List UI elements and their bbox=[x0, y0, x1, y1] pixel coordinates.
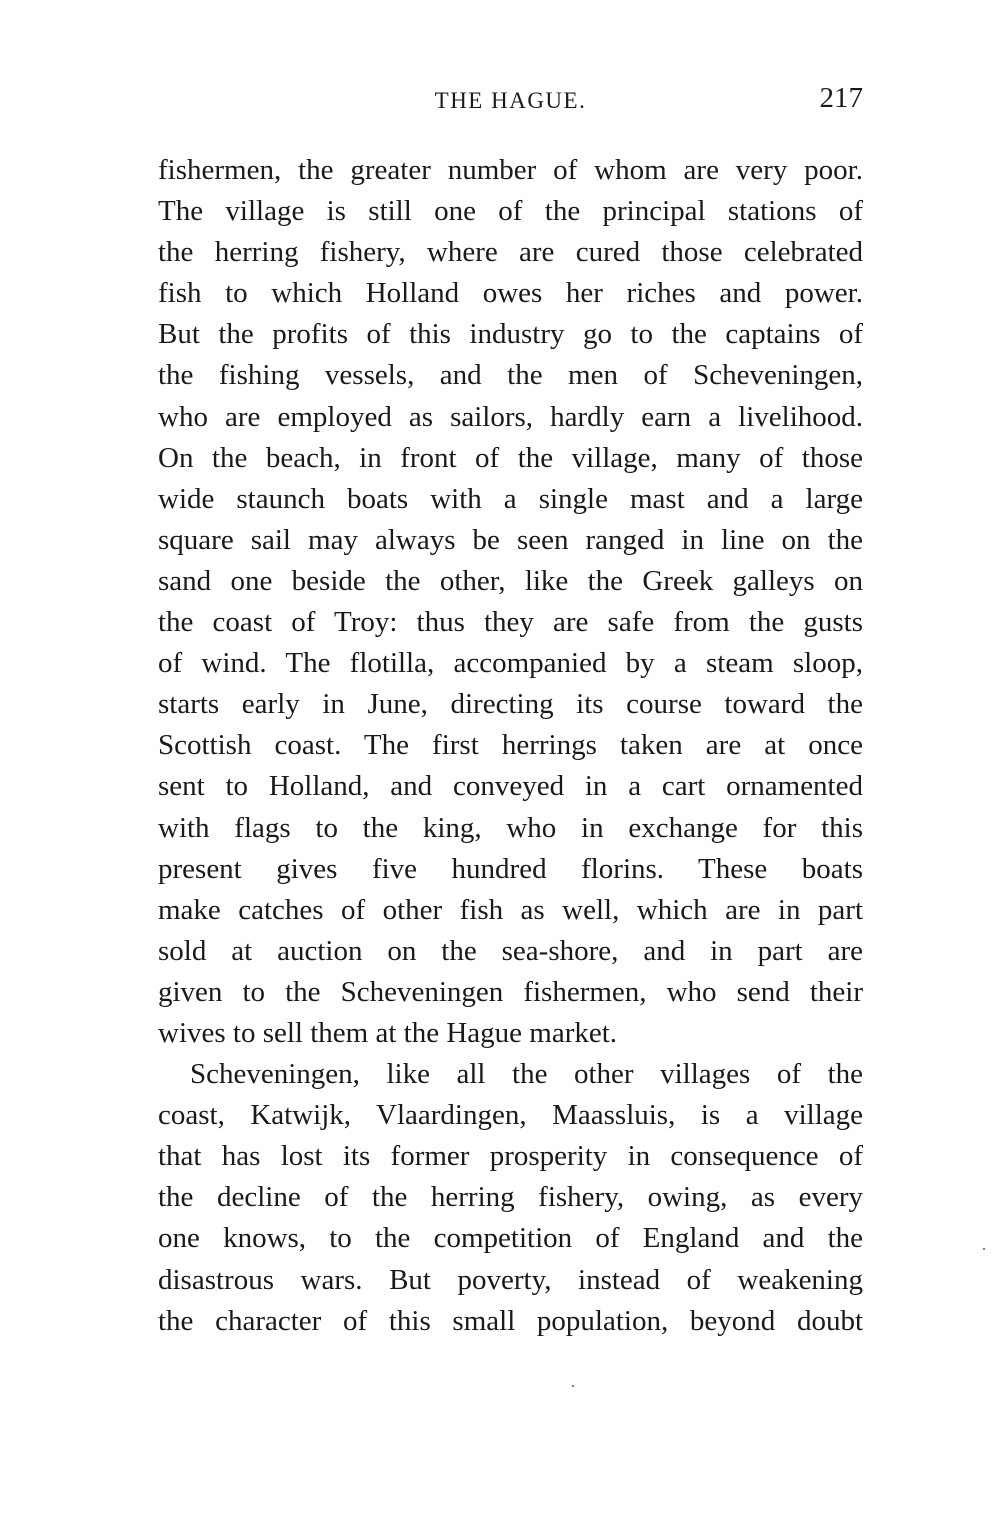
body-text bbox=[158, 150, 863, 1342]
running-header bbox=[158, 82, 863, 118]
text-line: wives to sell them at the Hague market. bbox=[158, 1016, 618, 1049]
text-line: fish to which Holland owes her riches and power. bbox=[158, 277, 863, 310]
text-line: who are employed as sailors, hardly earn a livelihood. bbox=[158, 400, 863, 433]
text-line: given to the Scheveningen fishermen, who send their bbox=[158, 975, 863, 1008]
text-line: But the profits of this industry go to the captains of bbox=[158, 318, 863, 351]
text-line: make catches of other fish as well, which are in part bbox=[158, 893, 863, 926]
text-line: present gives five hundred florins. These boats bbox=[158, 852, 863, 885]
text-line: sent to Holland, and conveyed in a cart ornamented bbox=[158, 770, 863, 803]
text-line: sold at auction on the sea-shore, and in part are bbox=[158, 934, 863, 967]
page-number: 217 bbox=[819, 82, 863, 114]
text-line: that has lost its former prosperity in consequence of bbox=[158, 1140, 863, 1173]
text-line: the decline of the herring fishery, owing, as every bbox=[158, 1181, 863, 1214]
text-line: sand one beside the other, like the Greek galleys on bbox=[158, 564, 863, 597]
text-line: On the beach, in front of the village, many of those bbox=[158, 441, 863, 474]
text-line: Scottish coast. The first herrings taken are at once bbox=[158, 729, 863, 762]
running-title: THE HAGUE. bbox=[434, 88, 587, 113]
text-line: coast, Katwijk, Vlaardingen, Maassluis, is a village bbox=[158, 1099, 863, 1132]
paper-speck bbox=[983, 1248, 985, 1250]
text-line: with flags to the king, who in exchange for this bbox=[158, 811, 863, 844]
text-line: fishermen, the greater number of whom are very poor. bbox=[158, 154, 863, 186]
text-line: one knows, to the competition of England and the bbox=[158, 1222, 863, 1255]
text-line: Scheveningen, like all the other villages of the bbox=[190, 1058, 863, 1091]
text-line: starts early in June, directing its course toward the bbox=[158, 688, 863, 721]
text-line: The village is still one of the principal stations of bbox=[158, 195, 863, 228]
text-line: of wind. The flotilla, accompanied by a steam sloop, bbox=[158, 647, 863, 680]
text-line: square sail may always be seen ranged in line on the bbox=[158, 523, 863, 556]
text-line: the fishing vessels, and the men of Scheveningen, bbox=[158, 359, 863, 392]
text-line: the character of this small population, beyond doubt bbox=[158, 1304, 863, 1337]
paper-speck bbox=[572, 1385, 574, 1387]
text-line: disastrous wars. But poverty, instead of weakening bbox=[158, 1263, 863, 1296]
text-line: wide staunch boats with a single mast and a large bbox=[158, 482, 863, 515]
text-line: the herring fishery, where are cured those celebrated bbox=[158, 236, 863, 269]
text-line: the coast of Troy: thus they are safe from the gusts bbox=[158, 606, 863, 639]
